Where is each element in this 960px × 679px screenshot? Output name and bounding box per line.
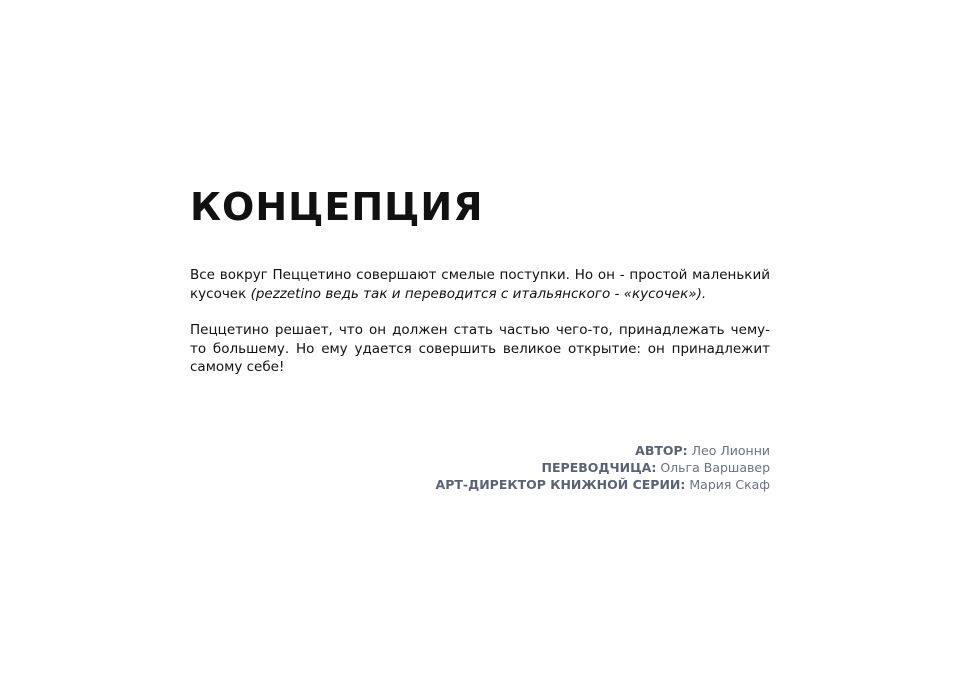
intro-paragraph: [190, 266, 770, 303]
credit-person-name: Ольга Варшавер: [660, 460, 770, 475]
credit-role-label: АВТОР:: [635, 443, 688, 458]
credit-art-director: [436, 476, 770, 493]
credits-block: [436, 442, 770, 493]
intro-italic-note: (pezzetino ведь так и переводится с итальянского - «кусочек»).: [250, 285, 707, 302]
intro-text: Все вокруг Пеццетино совершают смелые поступки. Но он - простой маленький кусочек: [190, 267, 770, 302]
page-title: КОНЦЕПЦИЯ: [190, 185, 484, 229]
credit-person-name: Мария Скаф: [689, 477, 770, 492]
concept-section: [190, 184, 770, 377]
credit-author: [436, 442, 770, 459]
credit-person-name: Лео Лионни: [691, 443, 770, 458]
credit-role-label: АРТ-ДИРЕКТОР КНИЖНОЙ СЕРИИ:: [435, 477, 686, 492]
credit-translator: [436, 459, 770, 476]
credit-role-label: ПЕРЕВОДЧИЦА:: [541, 460, 657, 475]
plot-paragraph: Пеццетино решает, что он должен стать частью чего-то, принадлежать чему-то большему. Но ему удается совершить великое открытие: он принадлежит самому себе!: [190, 322, 770, 375]
